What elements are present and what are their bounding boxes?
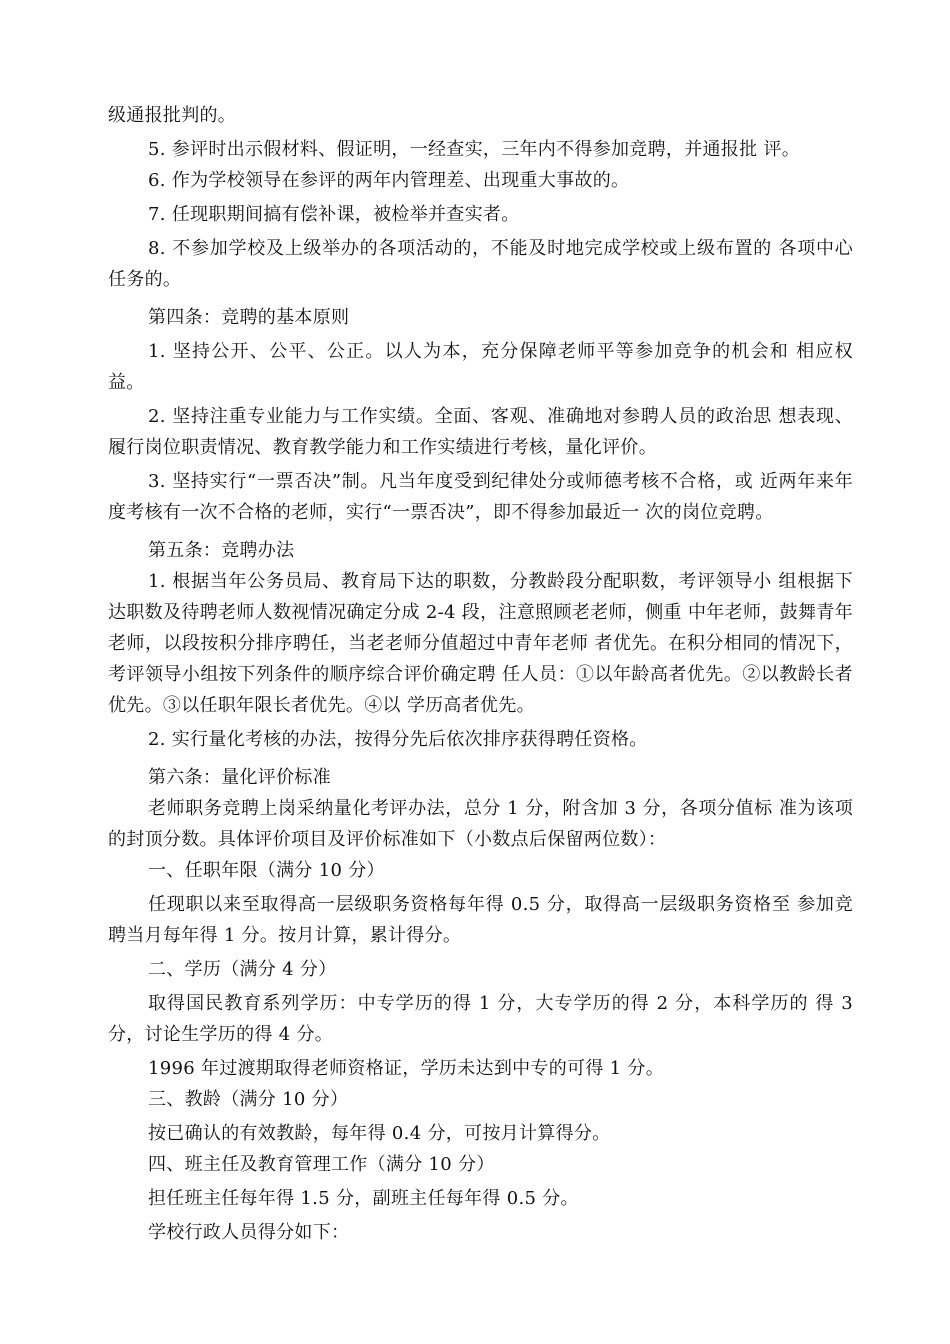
method-2: 2. 实行量化考核的办法，按得分先后依次排序获得聘任资格。 — [148, 729, 648, 750]
paragraph-item-8: 8. 不参加学校及上级举办的各项活动的，不能及时地完成学校或上级布置的 各项中心任务的。 — [108, 238, 853, 290]
education-transition-rule: 1996 年过渡期取得老师资格证，学历未达到中专的可得 1 分。 — [148, 1058, 665, 1079]
paragraph-item-6: 6. 作为学校领导在参评的两年内管理差、出现重大事故的。 — [148, 170, 630, 191]
subheading-class-teacher: 四、班主任及教育管理工作（满分 10 分） — [148, 1154, 495, 1175]
evaluation-intro: 老师职务竞聘上岗采纳量化考评办法，总分 1 分，附含加 3 分，各项分值标 准为该项的封顶分数。具体评价项目及评价标准如下（小数点后保留两位数）： — [108, 798, 853, 850]
subheading-tenure: 一、任职年限（满分 10 分） — [148, 860, 385, 881]
admin-staff-intro: 学校行政人员得分如下： — [148, 1222, 350, 1243]
tenure-rule: 任现职以来至取得高一层级职务资格每年得 0.5 分，取得高一层级职务资格至 参加竞聘当月每年得 1 分。按月计算，累计得分。 — [108, 894, 853, 946]
principle-2: 2. 坚持注重专业能力与工作实绩。全面、客观、准确地对参聘人员的政治思 想表现、履行岗位职责情况、教育教学能力和工作实绩进行考核，量化评价。 — [108, 406, 853, 458]
section-heading-article-4: 第四条：竞聘的基本原则 — [148, 307, 350, 328]
teaching-years-rule: 按已确认的有效教龄，每年得 0.4 分，可按月计算得分。 — [148, 1123, 611, 1144]
subheading-teaching-years: 三、教龄（满分 10 分） — [148, 1089, 349, 1110]
section-heading-article-6: 第六条：量化评价标准 — [148, 767, 331, 788]
class-teacher-rule: 担任班主任每年得 1.5 分，副班主任每年得 0.5 分。 — [148, 1188, 579, 1209]
principle-3: 3. 坚持实行“一票否决”制。凡当年度受到纪律处分或师德考核不合格，或 近两年来年度考核有一次不合格的老师，实行“一票否决”，即不得参加最近一 次的岗位竞聘。 — [108, 471, 853, 523]
principle-1: 1. 坚持公开、公平、公正。以人为本，充分保障老师平等参加竞争的机会和 相应权益。 — [108, 341, 853, 393]
paragraph-item-5: 5. 参评时出示假材料、假证明，一经查实，三年内不得参加竞聘，并通报批 评。 — [148, 139, 801, 160]
education-rule: 取得国民教育系列学历：中专学历的得 1 分，大专学历的得 2 分，本科学历的 得 3 分，讨论生学历的得 4 分。 — [108, 993, 853, 1045]
document-page — [108, 100, 853, 1248]
subheading-education: 二、学历（满分 4 分） — [148, 959, 337, 980]
paragraph-item-7: 7. 任现职期间搞有偿补课，被检举并查实者。 — [148, 204, 520, 225]
paragraph-continuation: 级通报批判的。 — [108, 105, 237, 126]
section-heading-article-5: 第五条：竞聘办法 — [148, 540, 295, 561]
method-1: 1. 根据当年公务员局、教育局下达的职数，分教龄段分配职数，考评领导小 组根据下达职数及待聘老师人数视情况确定分成 2-4 段，注意照顾老老师，侧重 中年老师，鼓舞青年老师，以段按积分排序聘任，当老老师分值超过中青年老师 者优先。在积分相同的情况下，考评领导小组按下列条件的顺序综合评价确定聘 任人员：①以年龄高者优先。②以教龄长者优先。③以任职年限长者优先。④以 学历高者优先。 — [108, 571, 853, 716]
